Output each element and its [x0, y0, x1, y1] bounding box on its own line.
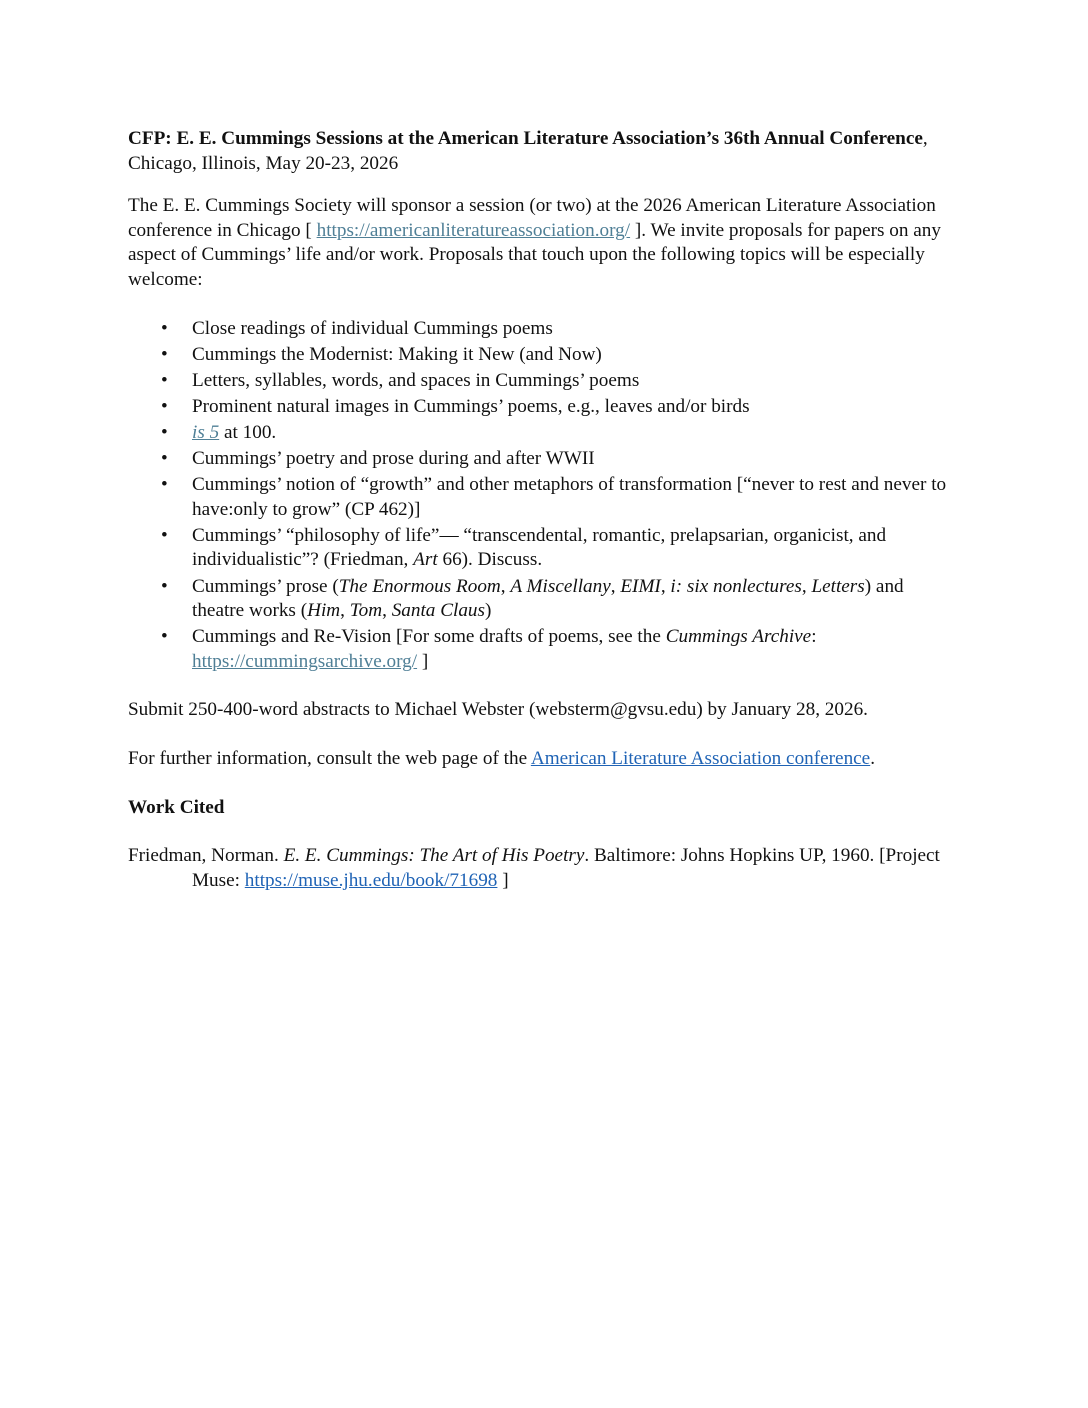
bullet-icon: •	[161, 369, 168, 391]
topic-item	[128, 473, 960, 522]
submission-instructions: Submit 250-400-word abstracts to Michael Webster (websterm@gvsu.edu) by January 28, 2026.	[128, 699, 868, 721]
separator: ,	[340, 600, 350, 622]
bullet-icon: •	[161, 448, 168, 470]
topic-list	[128, 317, 960, 675]
further-info-text: For further information, consult the web page of the	[128, 747, 531, 769]
cfp-title-location: , Chicago, Illinois, May 20-23, 2026	[128, 128, 928, 174]
bullet-icon: •	[161, 575, 168, 597]
work-title: The Enormous Room	[338, 575, 501, 597]
topic-text: ]	[417, 650, 429, 672]
citation-entry	[128, 844, 960, 893]
topic-item	[128, 524, 960, 573]
topic-item	[128, 421, 960, 446]
work-title: Letters	[811, 575, 865, 597]
document-page	[128, 127, 960, 893]
separator: :	[811, 626, 817, 648]
citation-end: ]	[497, 869, 509, 891]
work-title: Santa Claus	[391, 600, 485, 622]
topic-item	[128, 369, 960, 394]
topic-text: Cummings the Modernist: Making it New (and Now)	[192, 343, 602, 365]
ala-website-link[interactable]: https://americanliteratureassociation.org/	[316, 219, 631, 241]
work-cited-heading	[128, 796, 960, 821]
intro-text-continued: ]. We invite proposals for papers on any aspect of Cummings’ life and/or work. Proposals that touch upon the following topics will be especially welcome:	[128, 219, 941, 290]
project-muse-link[interactable]: https://muse.jhu.edu/book/71698	[244, 869, 498, 891]
separator: )	[484, 600, 492, 622]
topic-item	[128, 575, 960, 624]
citation-publication: . Baltimore: Johns Hopkins UP, 1960. [Project Muse:	[192, 845, 940, 891]
work-title: Him	[307, 600, 341, 622]
bullet-icon: •	[161, 343, 168, 365]
separator: ,	[610, 575, 621, 597]
topic-item	[128, 625, 960, 674]
topic-text: Cummings’ “philosophy of life”— “transcendental, romantic, prelapsarian, organicist, and individualistic”? (Friedman,	[192, 524, 887, 571]
bullet-icon: •	[161, 421, 168, 443]
topic-text: Prominent natural images in Cummings’ poems, e.g., leaves and/or birds	[192, 395, 750, 417]
work-cited-heading-text: Work Cited	[128, 796, 225, 818]
bullet-icon: •	[161, 317, 168, 339]
topic-text: at 100.	[219, 421, 277, 443]
separator: ,	[801, 575, 812, 597]
separator: ,	[500, 575, 511, 597]
work-title: A Miscellany	[510, 575, 611, 597]
bullet-icon: •	[161, 474, 168, 496]
topic-text: Cummings and Re-Vision [For some drafts of poems, see the	[192, 626, 666, 648]
bullet-icon: •	[161, 626, 168, 648]
topic-item	[128, 395, 960, 420]
intro-paragraph	[128, 194, 960, 292]
separator: ,	[660, 575, 671, 597]
work-title: Cummings Archive	[665, 626, 812, 648]
work-title: EIMI	[620, 575, 661, 597]
topic-item	[128, 343, 960, 368]
intro-text: The E. E. Cummings Society will sponsor a session (or two) at the 2026 American Literature Association conference in Chicago [	[128, 195, 936, 241]
cfp-title	[128, 127, 960, 176]
citation-book-title: E. E. Cummings: The Art of His Poetry	[283, 845, 585, 867]
citation-author: Friedman, Norman.	[128, 845, 284, 867]
bullet-icon: •	[161, 395, 168, 417]
separator: ,	[382, 600, 392, 622]
cfp-title-bold: CFP: E. E. Cummings Sessions at the American Literature Association’s 36th Annual Conference	[128, 128, 923, 149]
work-title: Tom	[349, 600, 383, 622]
cummings-archive-link[interactable]: https://cummingsarchive.org/	[192, 650, 418, 672]
work-title: i: six nonlectures	[670, 575, 802, 597]
topic-text: Close readings of individual Cummings poems	[192, 317, 553, 339]
further-info-paragraph	[128, 747, 960, 772]
topic-text: ) and theatre works (	[192, 575, 904, 622]
topic-text: Letters, syllables, words, and spaces in Cummings’ poems	[192, 369, 640, 391]
bullet-icon: •	[161, 524, 168, 546]
work-title: Art	[413, 549, 438, 571]
topic-item	[128, 317, 960, 342]
topic-text: Cummings’ notion of “growth” and other metaphors of transformation [“never to rest and never to have:only to grow” (CP 462)]	[192, 474, 947, 520]
topic-item	[128, 447, 960, 472]
topic-text: 66). Discuss.	[437, 549, 543, 571]
topic-text: Cummings’ poetry and prose during and after WWII	[192, 448, 595, 470]
ala-conference-link[interactable]: American Literature Association conference	[530, 747, 871, 769]
further-info-end: .	[870, 747, 875, 769]
is-5-link[interactable]: is 5	[192, 421, 220, 443]
topic-text: Cummings’ prose (	[192, 575, 339, 597]
